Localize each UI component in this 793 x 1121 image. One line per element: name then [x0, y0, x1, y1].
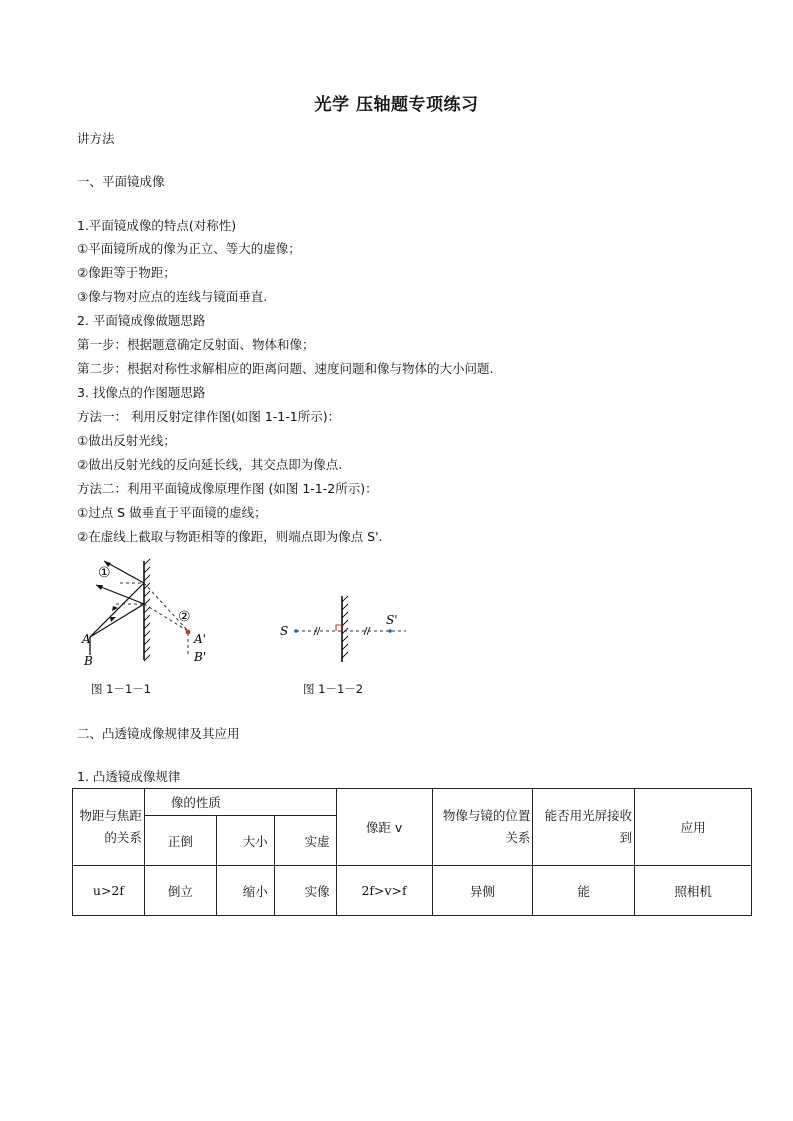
point-s-prime — [388, 629, 392, 633]
text-line: ②做出反射光线的反向延长线，其交点即为像点. — [77, 457, 343, 472]
label-b-prime: B' — [194, 650, 207, 664]
incident-ray-1 — [90, 583, 144, 637]
text-line: 第一步：根据题意确定反射面、物体和像； — [77, 337, 315, 352]
section-heading-method: 讲方法 — [77, 131, 115, 146]
header-application: 应用 — [635, 789, 752, 866]
convex-lens-table — [72, 788, 752, 916]
header-orientation: 正倒 — [144, 816, 216, 866]
text-line: 2. 平面镜成像做题思路 — [77, 313, 206, 328]
mirror-hatching — [342, 596, 348, 658]
header-position: 物像与镜的位置关系 — [432, 789, 533, 866]
text-line: ③像与物对应点的连线与镜面垂直. — [77, 289, 268, 304]
label-s-prime: S' — [386, 613, 398, 627]
cell-application: 照相机 — [635, 866, 752, 916]
cell-relation: u>2f — [73, 866, 145, 916]
page-title: 光学 压轴题专项练习 — [314, 95, 479, 115]
section-heading-convex-lens: 二、凸透镜成像规律及其应用 — [77, 726, 240, 741]
header-relation: 物距与焦距的关系 — [73, 789, 145, 866]
incident-ray-2 — [90, 604, 144, 637]
image-point — [186, 630, 191, 635]
point-s — [294, 629, 298, 633]
label-s: S — [280, 624, 289, 638]
header-realness: 实虚 — [274, 816, 336, 866]
mirror-hatching — [144, 559, 150, 661]
cell-orientation: 倒立 — [144, 866, 216, 916]
text-line: 方法二：利用平面镜成像原理作图 (如图 1-1-2所示)： — [77, 481, 378, 496]
label-circle-1: ① — [98, 565, 111, 581]
table-row — [73, 866, 752, 916]
label-a: A — [82, 632, 91, 646]
figure-mirror-principle — [278, 590, 418, 665]
label-circle-2: ② — [178, 609, 191, 625]
cell-realness: 实像 — [274, 866, 336, 916]
cell-image-distance: 2f>v>f — [336, 866, 432, 916]
text-line: 1. 凸透镜成像规律 — [77, 769, 181, 784]
cell-position: 异侧 — [432, 866, 533, 916]
text-line: 1.平面镜成像的特点(对称性) — [77, 218, 237, 233]
text-line: 方法一： 利用反射定律作图(如图 1-1-1所示)： — [77, 409, 341, 424]
reflected-ray-2 — [96, 585, 144, 604]
header-screen: 能否用光屏接收到 — [533, 789, 635, 866]
header-size: 大小 — [216, 816, 274, 866]
text-line: ②像距等于物距； — [77, 265, 176, 280]
text-line: 第二步：根据对称性求解相应的距离问题、速度问题和像与物体的大小问题. — [77, 361, 494, 376]
figure-2-caption: 图 1－1－2 — [303, 682, 364, 696]
label-a-prime: A' — [194, 632, 206, 646]
label-b: B — [84, 654, 93, 668]
section-heading-plane-mirror: 一、平面镜成像 — [77, 174, 165, 189]
header-image-nature: 像的性质 — [144, 789, 336, 816]
right-angle-mark — [336, 625, 342, 631]
text-line: ①做出反射光线； — [77, 433, 176, 448]
header-image-distance: 像距 v — [336, 789, 432, 866]
figure-reflection-law — [78, 555, 228, 670]
text-line: ①过点 S 做垂直于平面镜的虚线； — [77, 505, 267, 520]
arrow-head — [96, 585, 103, 590]
text-line: ②在虚线上截取与物距相等的像距，则端点即为像点 S'. — [77, 529, 383, 544]
text-line: ①平面镜所成的像为正立、等大的虚像； — [77, 241, 301, 256]
cell-size: 缩小 — [216, 866, 274, 916]
cell-screen: 能 — [533, 866, 635, 916]
figure-1-caption: 图 1－1－1 — [91, 682, 152, 696]
text-line: 3. 找像点的作图题思路 — [77, 385, 206, 400]
